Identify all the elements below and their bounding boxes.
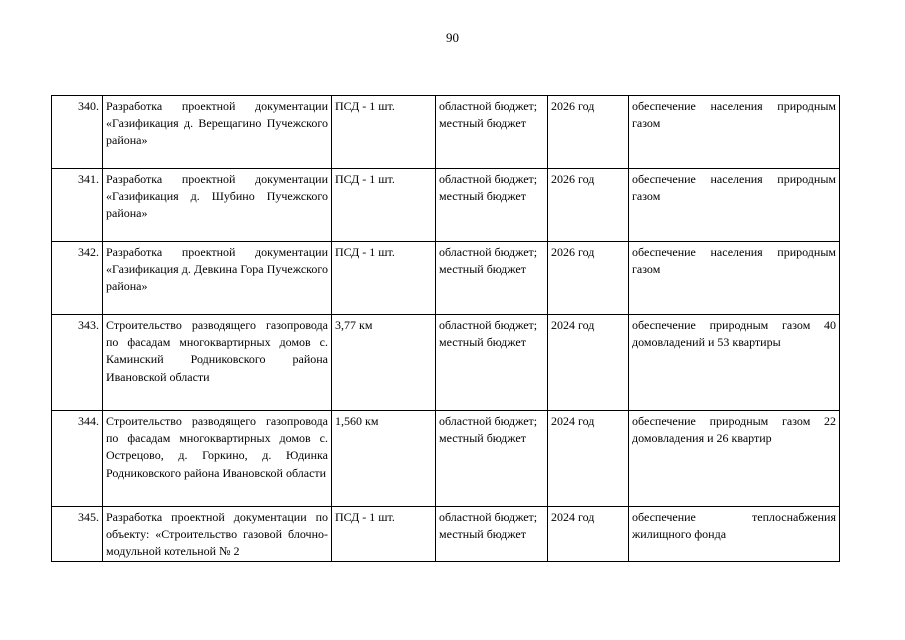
table-row	[52, 242, 840, 315]
activity-name: Разработка проектной документации по объекту: «Строительство газовой блочно-модульной котельной № 2	[103, 507, 332, 562]
implementation-year: 2024 год	[548, 315, 629, 411]
row-number: 340.	[52, 96, 103, 169]
row-number: 345.	[52, 507, 103, 562]
expected-result: обеспечение населения природным газом	[629, 96, 840, 169]
expected-result: обеспечение теплоснабжения жилищного фонда	[629, 507, 840, 562]
activity-name: Разработка проектной документации «Газификация д. Девкина Гора Пучежского района»	[103, 242, 332, 315]
table-row	[52, 169, 840, 242]
funding-source: областной бюджет; местный бюджет	[436, 169, 548, 242]
row-number: 344.	[52, 411, 103, 507]
table-row	[52, 507, 840, 562]
row-number: 341.	[52, 169, 103, 242]
activity-name: Строительство разводящего газопровода по фасадам многоквартирных домов с. Каминский Родниковского района Ивановской области	[103, 315, 332, 411]
activity-volume: ПСД - 1 шт.	[332, 507, 436, 562]
row-number: 343.	[52, 315, 103, 411]
activity-name: Разработка проектной документации «Газификация д. Шубино Пучежского района»	[103, 169, 332, 242]
page-number: 90	[446, 30, 459, 45]
expected-result: обеспечение природным газом 40 домовладений и 53 квартиры	[629, 315, 840, 411]
activity-volume: 3,77 км	[332, 315, 436, 411]
funding-source: областной бюджет; местный бюджет	[436, 315, 548, 411]
expected-result: обеспечение природным газом 22 домовладения и 26 квартир	[629, 411, 840, 507]
table-row	[52, 315, 840, 411]
funding-source: областной бюджет; местный бюджет	[436, 411, 548, 507]
implementation-year: 2026 год	[548, 242, 629, 315]
activity-volume: 1,560 км	[332, 411, 436, 507]
implementation-year: 2024 год	[548, 411, 629, 507]
row-number: 342.	[52, 242, 103, 315]
table-row	[52, 411, 840, 507]
expected-result: обеспечение населения природным газом	[629, 169, 840, 242]
activity-name: Строительство разводящего газопровода по фасадам многоквартирных домов с. Острецово, д. Горкино, д. Юдинка Родниковского района Ивановской области	[103, 411, 332, 507]
table-row	[52, 96, 840, 169]
funding-source: областной бюджет; местный бюджет	[436, 242, 548, 315]
implementation-year: 2026 год	[548, 169, 629, 242]
expected-result: обеспечение населения природным газом	[629, 242, 840, 315]
activity-volume: ПСД - 1 шт.	[332, 242, 436, 315]
implementation-year: 2026 год	[548, 96, 629, 169]
activity-name: Разработка проектной документации «Газификация д. Верещагино Пучежского района»	[103, 96, 332, 169]
activities-table	[51, 95, 840, 562]
implementation-year: 2024 год	[548, 507, 629, 562]
activity-volume: ПСД - 1 шт.	[332, 169, 436, 242]
funding-source: областной бюджет; местный бюджет	[436, 507, 548, 562]
activity-volume: ПСД - 1 шт.	[332, 96, 436, 169]
funding-source: областной бюджет; местный бюджет	[436, 96, 548, 169]
